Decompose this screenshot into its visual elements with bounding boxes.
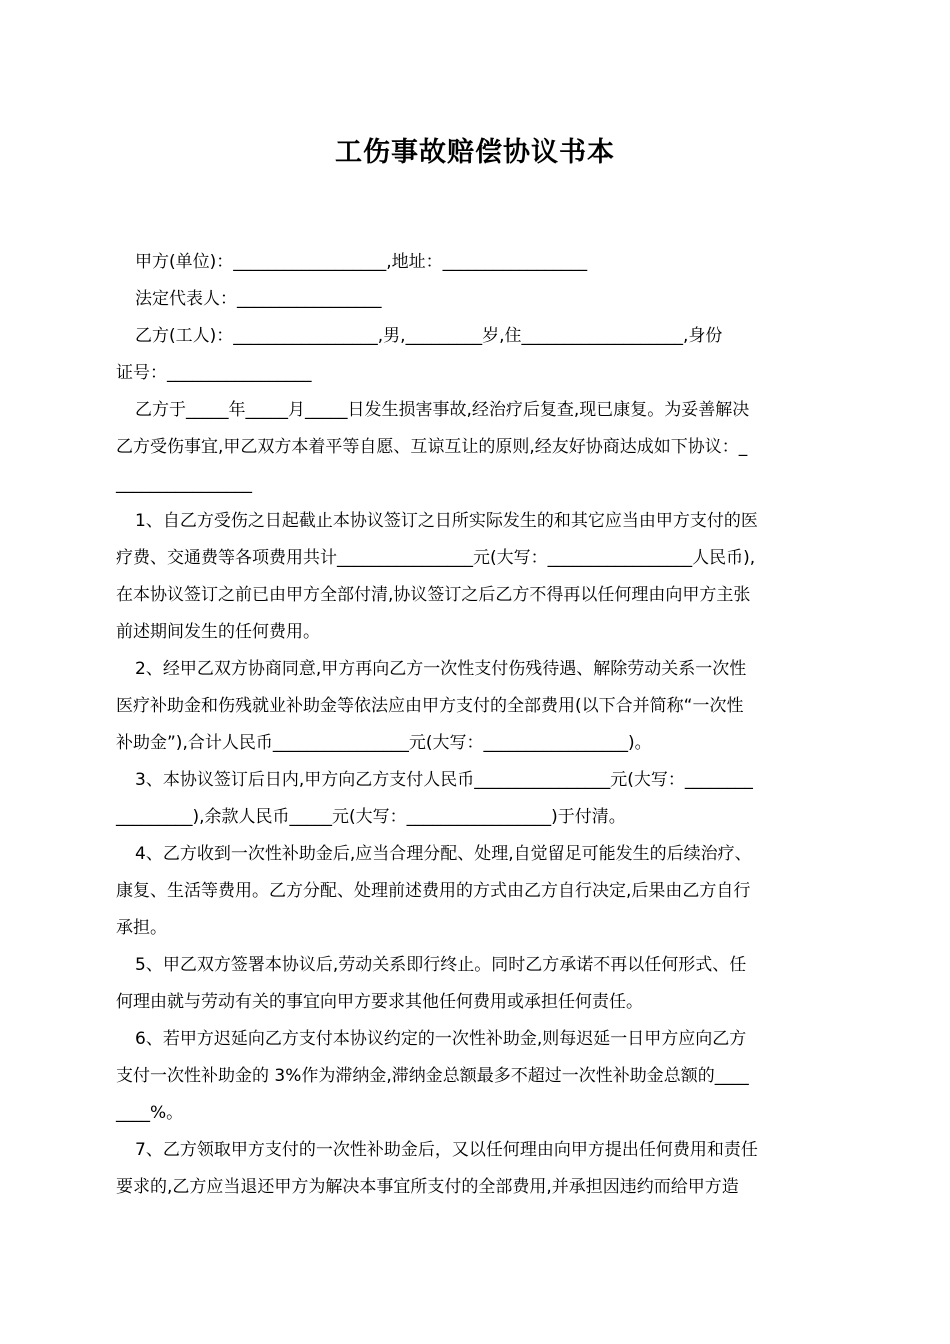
- party-a-line: 甲方(单位)：__________________,地址：_________________: [135, 252, 588, 272]
- clause-line: 支付一次性补助金的 3%作为滞纳金,滞纳金总额最多不超过一次性补助金总额的____: [116, 1066, 749, 1086]
- clause-line: 康复、生活等费用。乙方分配、处理前述费用的方式由乙方自行决定,后果由乙方自行: [116, 881, 751, 901]
- clause-line: 6、若甲方迟延向乙方支付本协议约定的一次性补助金,则每迟延一日甲方应向乙方: [135, 1029, 747, 1049]
- clause-line: 补助金”),合计人民币________________元(大写：_________________)。: [116, 733, 652, 753]
- clause-line: 3、本协议签订后日内,甲方向乙方支付人民币________________元(大写：________: [135, 770, 753, 790]
- id-number-line: 证号：_________________: [116, 363, 312, 383]
- clause-2: [116, 651, 840, 762]
- clause-line: 承担。: [116, 918, 167, 938]
- clause-line: 医疗补助金和伤残就业补助金等依法应由甲方支付的全部费用(以下合并简称“一次性: [116, 696, 744, 716]
- clause-7: [116, 1132, 840, 1206]
- clause-line: 4、乙方收到一次性补助金后,应当合理分配、处理,自觉留足可能发生的后续治疗、: [135, 844, 752, 864]
- clause-6: [116, 1021, 840, 1132]
- document-title: 工伤事故赔偿协议书本: [335, 137, 615, 168]
- clause-5: [116, 947, 840, 1021]
- agreement-body: [116, 244, 840, 1206]
- clause-line: 7、乙方领取甲方支付的一次性补助金后，又以任何理由向甲方提出任何费用和责任: [135, 1140, 758, 1160]
- clause-line: 1、自乙方受伤之日起截止本协议签订之日所实际发生的和其它应当由甲方支付的医: [135, 511, 758, 531]
- intro-line: ________________: [116, 474, 252, 494]
- clause-1: [116, 503, 840, 651]
- clause-4: [116, 836, 840, 947]
- clause-line: 何理由就与劳动有关的事宜向甲方要求其他任何费用或承担任何责任。: [116, 992, 643, 1012]
- clause-line: 疗费、交通费等各项费用共计________________元(大写：_________________人民币),: [116, 548, 756, 568]
- clause-line: 5、甲乙双方签署本协议后,劳动关系即行终止。同时乙方承诺不再以任何形式、任: [135, 955, 747, 975]
- clause-3: [116, 762, 840, 836]
- clause-line: 在本协议签订之前已由甲方全部付清,协议签订之后乙方不得再以任何理由向甲方主张: [116, 585, 751, 605]
- intro-line: 乙方受伤事宜,甲乙双方本着平等自愿、互谅互让的原则,经友好协商达成如下协议：_: [116, 437, 748, 457]
- clause-line: 2、经甲乙双方协商同意,甲方再向乙方一次性支付伤残待遇、解除劳动关系一次性: [135, 659, 747, 679]
- clause-line: _________),余款人民币_____元(大写：_________________)于付清。: [116, 807, 626, 827]
- clause-line: 前述期间发生的任何费用。: [116, 622, 320, 642]
- legal-representative-line: 法定代表人：_________________: [135, 289, 382, 309]
- clause-line: ____%。: [116, 1103, 184, 1123]
- clause-line: 要求的,乙方应当退还甲方为解决本事宜所支付的全部费用,并承担因违约而给甲方造: [116, 1177, 739, 1197]
- intro-line: 乙方于_____年_____月_____日发生损害事故,经治疗后复查,现已康复。为妥善解决: [135, 400, 750, 420]
- party-b-line: 乙方(工人)：_________________,男,_________岁,住___________________,身份: [135, 326, 723, 346]
